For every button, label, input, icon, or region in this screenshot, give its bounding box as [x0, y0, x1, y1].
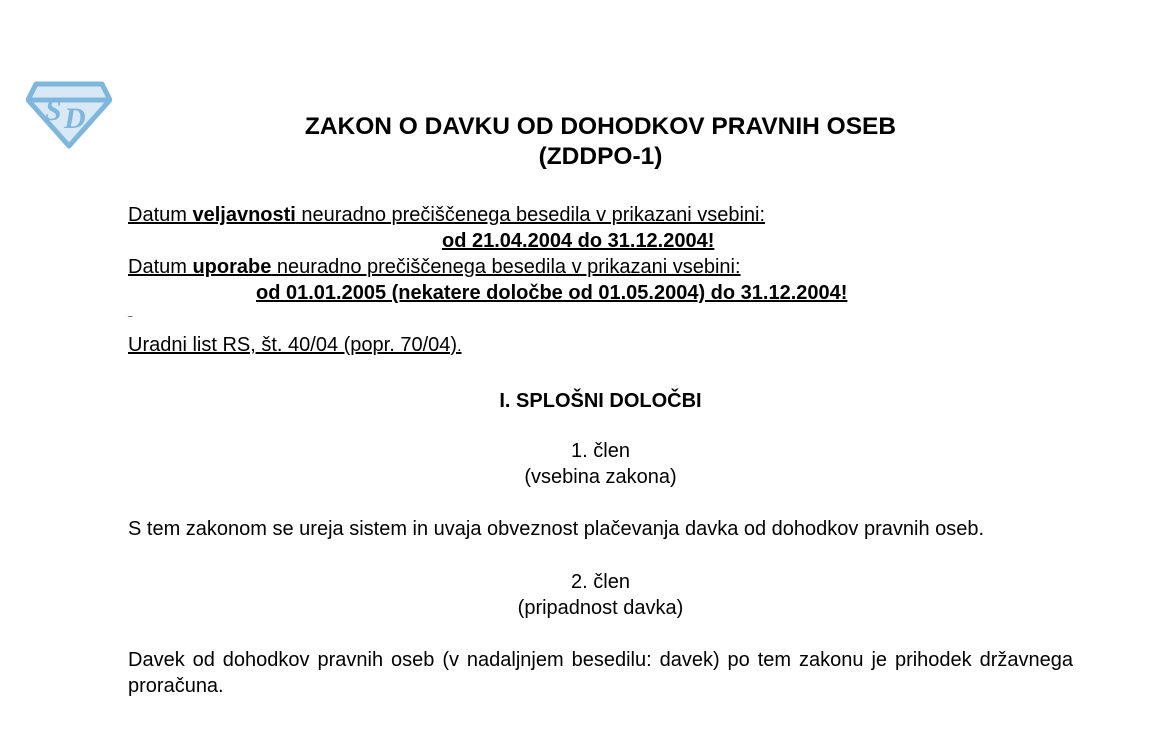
usage-bold: uporabe [192, 256, 272, 278]
gazette-reference [128, 332, 1073, 360]
validity-prefix: Datum [128, 204, 193, 226]
usage-prefix: Datum [128, 256, 193, 278]
article-2-text: Davek od dohodkov pravnih oseb (v nadaljnjem besedilu: davek) po tem zakonu je prihodek državnega proračuna. [128, 649, 1073, 697]
svg-text:S: S [45, 94, 62, 127]
article-2-heading [128, 569, 1073, 621]
usage-line [128, 254, 1073, 280]
gazette-text: Uradni list RS, št. 40/04 (popr. 70/04) [128, 334, 458, 356]
validity-range-row [128, 228, 1073, 254]
title-line-1: ZAKON O DAVKU OD DOHODKOV PRAVNIH OSEB [304, 113, 897, 140]
validity-suffix: neuradno prečiščenega besedila v prikazani vsebini: [295, 204, 766, 226]
separator-marker: _ [128, 308, 133, 317]
title-line-2: (ZDDPO-1) [538, 143, 663, 170]
article-1-text: S tem zakonom se ureja sistem in uvaja obveznost plačevanja davka od dohodkov pravnih oseb. [128, 518, 985, 540]
article-1-number: 1. člen [571, 440, 630, 462]
validity-range: od 21.04.2004 do 31.12.2004! [442, 230, 715, 252]
document-title [58, 112, 1143, 172]
usage-range-row [128, 280, 1073, 306]
article-2-number: 2. člen [571, 571, 630, 593]
validity-info [128, 202, 1073, 332]
validity-line [128, 202, 1073, 228]
usage-range: od 01.01.2005 (nekatere določbe od 01.05.2004) do 31.12.2004! [256, 282, 848, 304]
article-2-subtitle: (pripadnost davka) [517, 597, 684, 619]
document-page [128, 112, 1073, 699]
gazette-period: . [457, 338, 462, 355]
validity-bold: veljavnosti [192, 204, 296, 226]
article-1-heading [128, 438, 1073, 490]
article-1-subtitle: (vsebina zakona) [524, 466, 677, 488]
svg-text:D: D [64, 102, 86, 135]
usage-suffix: neuradno prečiščenega besedila v prikazani vsebini: [271, 256, 741, 278]
section-heading: I. SPLOŠNI DOLOČBI [499, 390, 702, 412]
